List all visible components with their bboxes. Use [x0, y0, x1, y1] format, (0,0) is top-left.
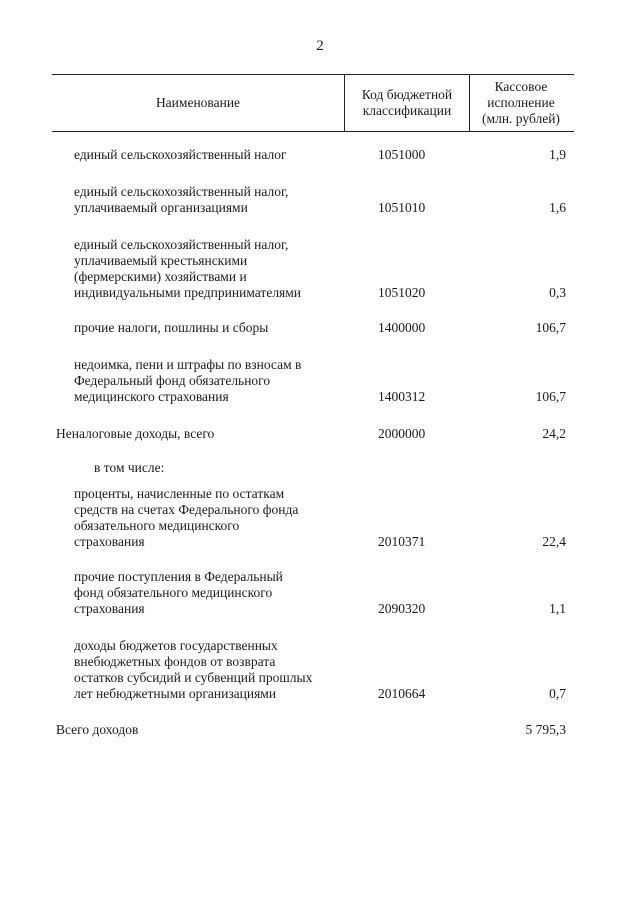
- row-name: единый сельскохозяйственный налог: [74, 147, 287, 162]
- row-code: 1400000: [378, 320, 426, 335]
- table-header: [52, 74, 574, 132]
- row-name: единый сельскохозяйственный налог, уплачиваемый организациями: [74, 184, 289, 215]
- row-amount: 1,9: [549, 147, 566, 162]
- row-code: 1400312: [378, 389, 426, 404]
- row-name: Всего доходов: [56, 722, 139, 737]
- row-amount: 1,6: [549, 200, 566, 215]
- row-code: 1051010: [378, 200, 426, 215]
- row-amount: 106,7: [535, 389, 566, 404]
- page-number: 2: [316, 38, 324, 54]
- header-code: Код бюджетной классификации: [361, 87, 453, 118]
- row-amount: 5 795,3: [525, 722, 566, 737]
- row-code: 1051020: [378, 285, 426, 300]
- row-amount: 0,7: [549, 686, 566, 701]
- row-name: прочие поступления в Федеральный фонд обязательного медицинского страхования: [74, 569, 283, 616]
- row-name: прочие налоги, пошлины и сборы: [74, 320, 269, 335]
- header-name: Наименование: [155, 95, 241, 110]
- row-code: 2090320: [378, 601, 426, 616]
- row-code: 2000000: [378, 426, 426, 441]
- header-name-cell: [52, 75, 344, 131]
- header-code-cell: [344, 75, 470, 131]
- row-amount: 1,1: [549, 601, 566, 616]
- row-name: в том числе:: [94, 460, 165, 475]
- row-name: единый сельскохозяйственный налог, уплачиваемый крестьянскими (фермерскими) хозяйствами и индивидуальными предпринимателями: [74, 237, 302, 300]
- row-name: проценты, начисленные по остаткам средств на счетах Федерального фонда обязательного медицинского страхования: [74, 486, 299, 549]
- row-amount: 22,4: [542, 534, 566, 549]
- row-name: Неналоговые доходы, всего: [56, 426, 215, 441]
- row-code: 1051000: [378, 147, 426, 162]
- row-name: недоимка, пени и штрафы по взносам в Федеральный фонд обязательного медицинского страхования: [74, 357, 302, 404]
- header-amount-cell: [468, 75, 574, 131]
- header-amount: Кассовое исполнение (млн. рублей): [482, 79, 560, 126]
- row-amount: 106,7: [535, 320, 566, 335]
- row-code: 2010664: [378, 686, 426, 701]
- row-amount: 24,2: [542, 426, 566, 441]
- row-amount: 0,3: [549, 285, 566, 300]
- row-name: доходы бюджетов государственных внебюджетных фондов от возврата остатков субсидий и субвенций прошлых лет небюджетными организациями: [74, 638, 313, 701]
- row-code: 2010371: [378, 534, 426, 549]
